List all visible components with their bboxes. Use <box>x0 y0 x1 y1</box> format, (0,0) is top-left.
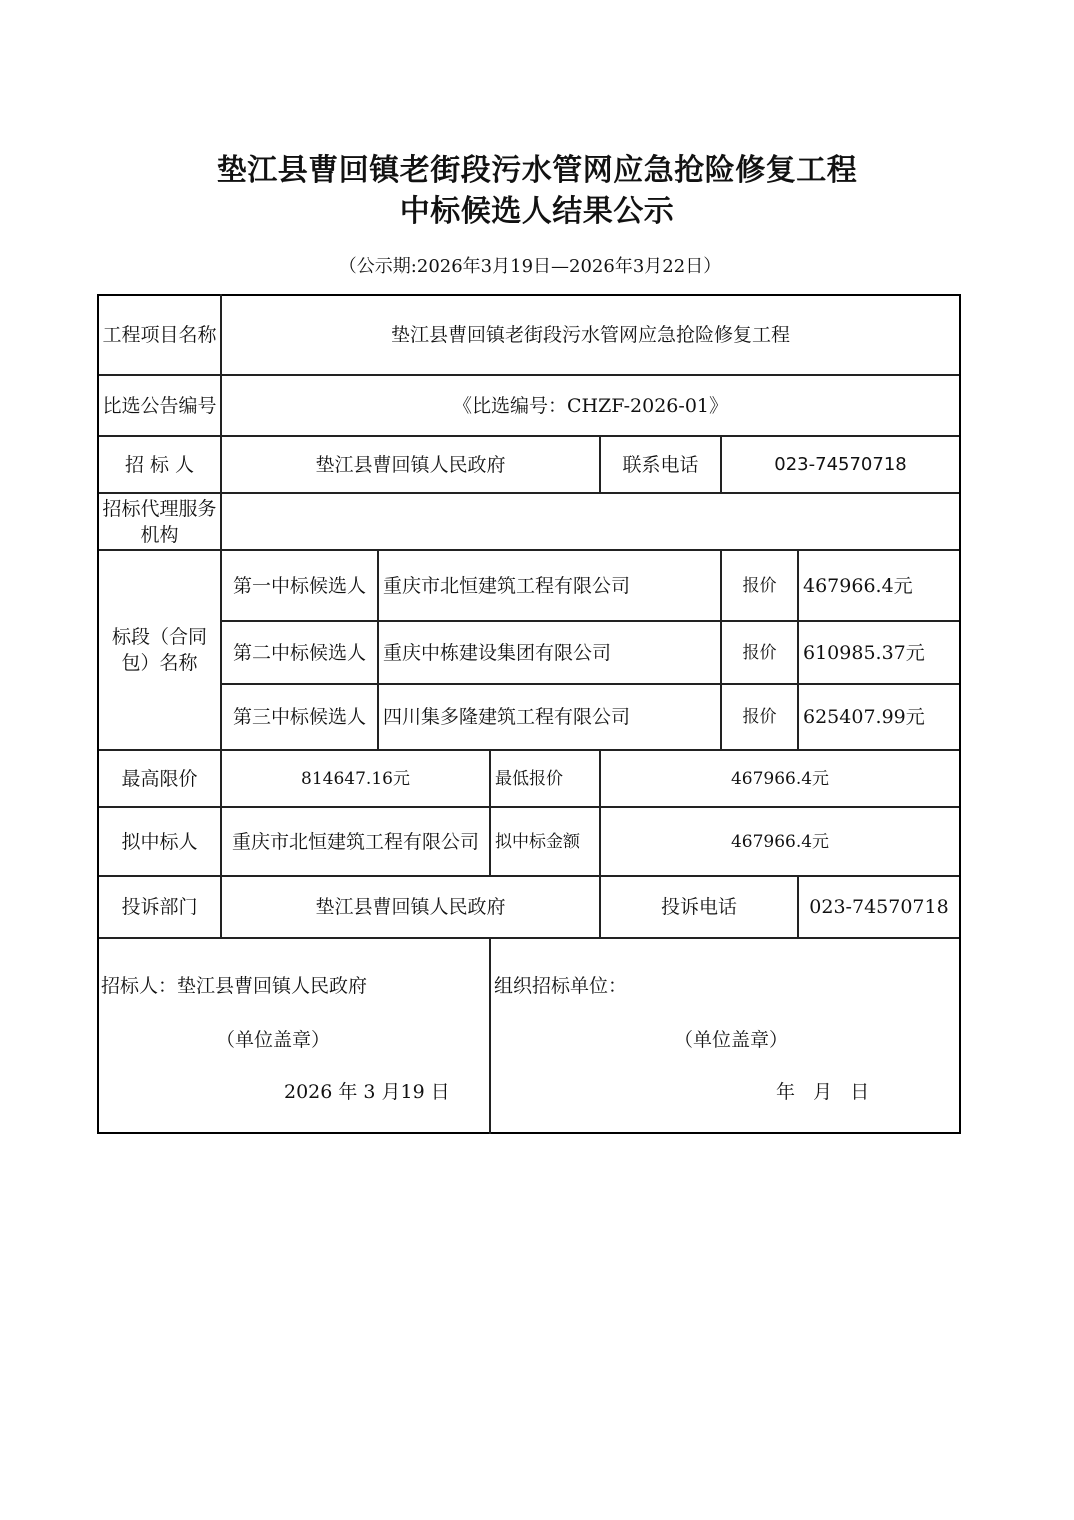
max-price-label: 最高限价 <box>121 767 198 790</box>
tenderer-seal-note: （单位盖章） <box>216 1029 331 1051</box>
proposed-amount-label: 拟中标金额 <box>495 831 580 852</box>
candidate-price-label: 报价 <box>742 642 777 663</box>
candidate-price: 467966.4元 <box>803 574 913 597</box>
organizer-signature-date: 年 月 日 <box>776 1081 870 1103</box>
project-name-label: 工程项目名称 <box>102 324 217 346</box>
max-price-value: 814647.16元 <box>301 768 410 789</box>
tenderer-label: 招 标 人 <box>124 453 195 476</box>
project-name-value: 垫江县曹回镇老街段污水管网应急抢险修复工程 <box>390 324 790 346</box>
tenderer-value: 垫江县曹回镇人民政府 <box>315 453 506 476</box>
candidate-price: 625407.99元 <box>803 706 925 728</box>
organizer-seal-note: （单位盖章） <box>674 1029 789 1051</box>
candidate-rank: 第一中标候选人 <box>232 574 366 597</box>
notice-number-value: 《比选编号：CHZF-2026-01》 <box>452 394 728 417</box>
min-bid-value: 467966.4元 <box>730 768 830 789</box>
candidate-company: 四川集多隆建筑工程有限公司 <box>383 706 631 728</box>
candidate-price: 610985.37元 <box>803 641 925 664</box>
complaint-phone-value: 023-74570718 <box>809 896 949 918</box>
candidate-company: 重庆中栋建设集团有限公司 <box>383 641 612 664</box>
candidate-rank: 第三中标候选人 <box>232 706 366 728</box>
agency-value <box>222 494 959 549</box>
complaint-dept-label: 投诉部门 <box>121 896 198 918</box>
candidate-price-label: 报价 <box>742 575 777 596</box>
organizer-signature-org: 组织招标单位： <box>494 975 628 997</box>
candidate-company: 重庆市北恒建筑工程有限公司 <box>383 574 631 597</box>
agency-label: 招标代理服务机构 <box>102 497 217 546</box>
title-line-1: 垫江县曹回镇老街段污水管网应急抢险修复工程 <box>216 153 858 188</box>
min-bid-label: 最低报价 <box>495 768 563 789</box>
candidate-price-label: 报价 <box>742 707 777 727</box>
contact-phone-value: 023-74570718 <box>774 453 907 475</box>
proposed-amount-value: 467966.4元 <box>730 831 830 852</box>
contact-phone-label: 联系电话 <box>622 453 699 476</box>
proposed-winner-value: 重庆市北恒建筑工程有限公司 <box>231 830 479 853</box>
notice-number-label: 比选公告编号 <box>102 394 217 417</box>
section-label: 标段（合同包）名称 <box>111 626 207 674</box>
tenderer-signature-org: 招标人：垫江县曹回镇人民政府 <box>101 975 368 997</box>
publicity-period: （公示期:2026年3月19日—2026年3月22日） <box>338 256 722 277</box>
proposed-winner-label: 拟中标人 <box>121 830 198 853</box>
complaint-phone-label: 投诉电话 <box>660 896 737 918</box>
tenderer-signature-date: 2026 年 3 月19 日 <box>284 1081 450 1103</box>
title-line-2: 中标候选人结果公示 <box>399 194 675 229</box>
candidate-rank: 第二中标候选人 <box>232 641 366 664</box>
complaint-dept-value: 垫江县曹回镇人民政府 <box>315 896 506 918</box>
